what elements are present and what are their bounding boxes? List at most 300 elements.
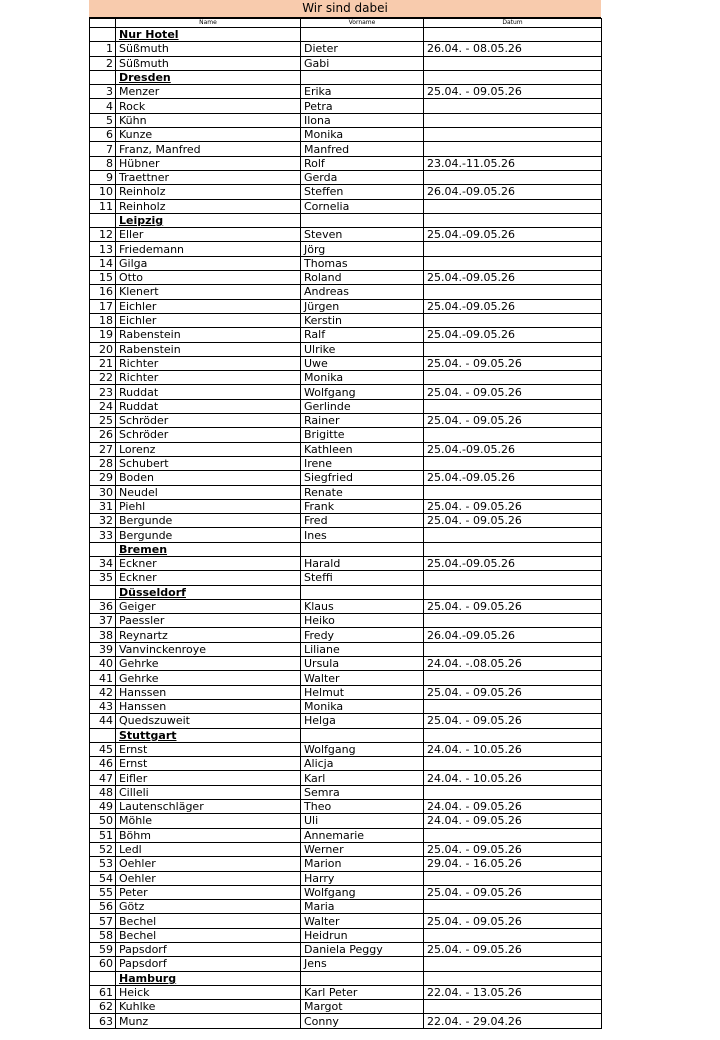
first-name: Renate [301, 485, 424, 499]
table-row [90, 485, 602, 499]
first-name: Ilona [301, 113, 424, 127]
vorname-cell [301, 728, 424, 742]
row-number: 57 [90, 914, 116, 928]
table-row [90, 814, 602, 828]
table-body [90, 28, 602, 1029]
last-name: Hanssen [116, 699, 301, 713]
last-name: Piehl [116, 499, 301, 513]
table-row [90, 185, 602, 199]
row-number: 27 [90, 442, 116, 456]
table-row [90, 285, 602, 299]
table-row [90, 1014, 602, 1028]
first-name: Karl Peter [301, 985, 424, 999]
row-number: 62 [90, 1000, 116, 1014]
date-range: 24.04. - 09.05.26 [424, 814, 602, 828]
row-number: 28 [90, 456, 116, 470]
row-number: 39 [90, 642, 116, 656]
first-name: Jens [301, 957, 424, 971]
table-row [90, 871, 602, 885]
row-number: 25 [90, 414, 116, 428]
last-name: Klenert [116, 285, 301, 299]
row-number: 11 [90, 199, 116, 213]
datum-cell [424, 585, 602, 599]
table-row [90, 514, 602, 528]
last-name: Bergunde [116, 514, 301, 528]
first-name: Kerstin [301, 313, 424, 327]
date-range [424, 614, 602, 628]
row-number: 35 [90, 571, 116, 585]
date-range [424, 571, 602, 585]
row-number-cell [90, 585, 116, 599]
last-name: Schubert [116, 456, 301, 470]
first-name: Brigitte [301, 428, 424, 442]
date-range [424, 142, 602, 156]
first-name: Alicja [301, 757, 424, 771]
last-name: Hübner [116, 156, 301, 170]
row-number: 14 [90, 256, 116, 270]
date-range [424, 928, 602, 942]
table-row [90, 957, 602, 971]
last-name: Oehler [116, 857, 301, 871]
table-row [90, 42, 602, 56]
first-name: Ines [301, 528, 424, 542]
date-range: 25.04. - 09.05.26 [424, 914, 602, 928]
last-name: Lorenz [116, 442, 301, 456]
table-row [90, 113, 602, 127]
date-range: 25.04. - 09.05.26 [424, 414, 602, 428]
date-range [424, 256, 602, 270]
datum-cell [424, 542, 602, 556]
last-name: Papsdorf [116, 957, 301, 971]
last-name: Böhm [116, 828, 301, 842]
date-range [424, 642, 602, 656]
first-name: Jürgen [301, 299, 424, 313]
last-name: Geiger [116, 599, 301, 613]
first-name: Werner [301, 842, 424, 856]
table-row [90, 657, 602, 671]
last-name: Traettner [116, 170, 301, 184]
first-name: Steffi [301, 571, 424, 585]
table-row [90, 599, 602, 613]
table-row [90, 928, 602, 942]
table-row [90, 242, 602, 256]
row-number: 47 [90, 771, 116, 785]
table-row [90, 628, 602, 642]
table-row [90, 328, 602, 342]
table-row [90, 342, 602, 356]
group-header-row [90, 70, 602, 84]
row-number: 63 [90, 1014, 116, 1028]
first-name: Uli [301, 814, 424, 828]
row-number: 6 [90, 128, 116, 142]
last-name: Menzer [116, 85, 301, 99]
date-range [424, 900, 602, 914]
last-name: Kühn [116, 113, 301, 127]
row-number: 46 [90, 757, 116, 771]
row-number: 48 [90, 785, 116, 799]
date-range: 25.04.-09.05.26 [424, 299, 602, 313]
last-name: Ernst [116, 742, 301, 756]
row-number-cell [90, 70, 116, 84]
last-name: Munz [116, 1014, 301, 1028]
row-number: 9 [90, 170, 116, 184]
last-name: Ledl [116, 842, 301, 856]
table-row [90, 828, 602, 842]
first-name: Semra [301, 785, 424, 799]
date-range: 25.04.-09.05.26 [424, 228, 602, 242]
last-name: Papsdorf [116, 943, 301, 957]
table-row [90, 800, 602, 814]
last-name: Kuhlke [116, 1000, 301, 1014]
table-row [90, 714, 602, 728]
first-name: Thomas [301, 256, 424, 270]
group-label: Dresden [116, 70, 301, 84]
row-number: 43 [90, 699, 116, 713]
date-range: 26.04.-09.05.26 [424, 628, 602, 642]
row-number: 49 [90, 800, 116, 814]
datum-cell [424, 213, 602, 227]
last-name: Möhle [116, 814, 301, 828]
row-number: 8 [90, 156, 116, 170]
table-row [90, 442, 602, 456]
date-range: 22.04. - 13.05.26 [424, 985, 602, 999]
row-number: 18 [90, 313, 116, 327]
row-number: 60 [90, 957, 116, 971]
first-name: Ralf [301, 328, 424, 342]
table-row [90, 156, 602, 170]
first-name: Frank [301, 499, 424, 513]
row-number: 56 [90, 900, 116, 914]
date-range: 25.04. - 09.05.26 [424, 599, 602, 613]
group-header-row [90, 585, 602, 599]
table-row [90, 614, 602, 628]
first-name: Wolfgang [301, 742, 424, 756]
last-name: Bechel [116, 928, 301, 942]
table-row [90, 371, 602, 385]
table-row [90, 757, 602, 771]
date-range: 25.04.-09.05.26 [424, 471, 602, 485]
datum-cell [424, 70, 602, 84]
table-row [90, 399, 602, 413]
date-range: 25.04.-09.05.26 [424, 271, 602, 285]
row-number: 41 [90, 671, 116, 685]
row-number: 55 [90, 885, 116, 899]
table-row [90, 642, 602, 656]
last-name: Schröder [116, 428, 301, 442]
row-number: 7 [90, 142, 116, 156]
row-number: 10 [90, 185, 116, 199]
last-name: Vanvinckenroye [116, 642, 301, 656]
first-name: Steffen [301, 185, 424, 199]
date-range: 26.04. - 08.05.26 [424, 42, 602, 56]
last-name: Heick [116, 985, 301, 999]
date-range: 26.04.-09.05.26 [424, 185, 602, 199]
row-number: 19 [90, 328, 116, 342]
last-name: Gilga [116, 256, 301, 270]
first-name: Uwe [301, 356, 424, 370]
row-number: 42 [90, 685, 116, 699]
row-number-cell [90, 728, 116, 742]
date-range: 25.04.-09.05.26 [424, 442, 602, 456]
participant-table [89, 18, 602, 1029]
date-range [424, 456, 602, 470]
last-name: Eckner [116, 571, 301, 585]
table-row [90, 471, 602, 485]
last-name: Reynartz [116, 628, 301, 642]
table-row [90, 428, 602, 442]
date-range: 25.04. - 09.05.26 [424, 356, 602, 370]
first-name: Kathleen [301, 442, 424, 456]
first-name: Rainer [301, 414, 424, 428]
last-name: Kunze [116, 128, 301, 142]
date-range [424, 785, 602, 799]
group-label: Nur Hotel [116, 28, 301, 42]
row-number: 30 [90, 485, 116, 499]
table-row [90, 900, 602, 914]
table-row [90, 56, 602, 70]
last-name: Richter [116, 356, 301, 370]
last-name: Peter [116, 885, 301, 899]
table-row [90, 685, 602, 699]
first-name: Marion [301, 857, 424, 871]
first-name: Petra [301, 99, 424, 113]
date-range: 25.04. - 09.05.26 [424, 885, 602, 899]
header-name: Name [116, 19, 301, 28]
row-number: 31 [90, 499, 116, 513]
last-name: Rabenstein [116, 342, 301, 356]
first-name: Siegfried [301, 471, 424, 485]
table-row [90, 571, 602, 585]
last-name: Paessler [116, 614, 301, 628]
date-range [424, 399, 602, 413]
group-label: Hamburg [116, 971, 301, 985]
row-number: 23 [90, 385, 116, 399]
last-name: Eichler [116, 299, 301, 313]
first-name: Helga [301, 714, 424, 728]
last-name: Eller [116, 228, 301, 242]
date-range [424, 56, 602, 70]
header-vorname: Vorname [301, 19, 424, 28]
date-range [424, 828, 602, 842]
last-name: Reinholz [116, 185, 301, 199]
table-row [90, 85, 602, 99]
date-range: 29.04. - 16.05.26 [424, 857, 602, 871]
date-range [424, 128, 602, 142]
participant-sheet [89, 0, 601, 1029]
first-name: Fredy [301, 628, 424, 642]
row-number: 61 [90, 985, 116, 999]
date-range: 24.04. - 10.05.26 [424, 742, 602, 756]
row-number: 34 [90, 556, 116, 570]
group-label: Düsseldorf [116, 585, 301, 599]
first-name: Conny [301, 1014, 424, 1028]
row-number: 12 [90, 228, 116, 242]
row-number: 17 [90, 299, 116, 313]
date-range [424, 699, 602, 713]
date-range [424, 757, 602, 771]
row-number: 20 [90, 342, 116, 356]
first-name: Ulrike [301, 342, 424, 356]
table-row [90, 414, 602, 428]
first-name: Monika [301, 128, 424, 142]
first-name: Irene [301, 456, 424, 470]
first-name: Margot [301, 1000, 424, 1014]
first-name: Steven [301, 228, 424, 242]
table-row [90, 385, 602, 399]
first-name: Harald [301, 556, 424, 570]
table-row [90, 228, 602, 242]
row-number-cell [90, 971, 116, 985]
group-label: Leipzig [116, 213, 301, 227]
vorname-cell [301, 213, 424, 227]
last-name: Süßmuth [116, 42, 301, 56]
table-row [90, 271, 602, 285]
date-range: 25.04. - 09.05.26 [424, 85, 602, 99]
date-range: 23.04.-11.05.26 [424, 156, 602, 170]
table-row [90, 456, 602, 470]
vorname-cell [301, 28, 424, 42]
table-row [90, 785, 602, 799]
header-nr [90, 19, 116, 28]
date-range [424, 342, 602, 356]
date-range [424, 313, 602, 327]
last-name: Eifler [116, 771, 301, 785]
row-number: 36 [90, 599, 116, 613]
row-number: 13 [90, 242, 116, 256]
row-number: 15 [90, 271, 116, 285]
group-label: Bremen [116, 542, 301, 556]
last-name: Hanssen [116, 685, 301, 699]
row-number-cell [90, 213, 116, 227]
row-number: 59 [90, 943, 116, 957]
row-number: 16 [90, 285, 116, 299]
table-row [90, 299, 602, 313]
table-row [90, 499, 602, 513]
last-name: Lautenschläger [116, 800, 301, 814]
last-name: Ruddat [116, 399, 301, 413]
last-name: Ruddat [116, 385, 301, 399]
date-range [424, 957, 602, 971]
date-range [424, 871, 602, 885]
last-name: Otto [116, 271, 301, 285]
last-name: Süßmuth [116, 56, 301, 70]
date-range: 25.04. - 09.05.26 [424, 514, 602, 528]
first-name: Gabi [301, 56, 424, 70]
table-row [90, 128, 602, 142]
first-name: Annemarie [301, 828, 424, 842]
last-name: Cilleli [116, 785, 301, 799]
first-name: Gerlinde [301, 399, 424, 413]
table-row [90, 356, 602, 370]
row-number: 24 [90, 399, 116, 413]
datum-cell [424, 28, 602, 42]
first-name: Helmut [301, 685, 424, 699]
table-row [90, 99, 602, 113]
last-name: Ernst [116, 757, 301, 771]
first-name: Manfred [301, 142, 424, 156]
first-name: Maria [301, 900, 424, 914]
first-name: Erika [301, 85, 424, 99]
row-number: 33 [90, 528, 116, 542]
date-range [424, 671, 602, 685]
vorname-cell [301, 971, 424, 985]
first-name: Wolfgang [301, 885, 424, 899]
last-name: Friedemann [116, 242, 301, 256]
row-number: 50 [90, 814, 116, 828]
last-name: Gehrke [116, 671, 301, 685]
table-row [90, 199, 602, 213]
group-header-row [90, 971, 602, 985]
date-range: 22.04. - 29.04.26 [424, 1014, 602, 1028]
header-row [90, 19, 602, 28]
row-number: 37 [90, 614, 116, 628]
row-number: 52 [90, 842, 116, 856]
date-range [424, 170, 602, 184]
last-name: Eichler [116, 313, 301, 327]
first-name: Wolfgang [301, 385, 424, 399]
first-name: Monika [301, 371, 424, 385]
date-range: 25.04.-09.05.26 [424, 328, 602, 342]
date-range [424, 371, 602, 385]
table-row [90, 857, 602, 871]
datum-cell [424, 971, 602, 985]
first-name: Fred [301, 514, 424, 528]
first-name: Jörg [301, 242, 424, 256]
first-name: Gerda [301, 170, 424, 184]
row-number: 32 [90, 514, 116, 528]
date-range [424, 428, 602, 442]
first-name: Liliane [301, 642, 424, 656]
row-number: 53 [90, 857, 116, 871]
date-range [424, 485, 602, 499]
last-name: Rock [116, 99, 301, 113]
date-range: 25.04. - 09.05.26 [424, 685, 602, 699]
row-number: 29 [90, 471, 116, 485]
group-label: Stuttgart [116, 728, 301, 742]
last-name: Bechel [116, 914, 301, 928]
table-row [90, 914, 602, 928]
last-name: Quedszuweit [116, 714, 301, 728]
group-header-row [90, 28, 602, 42]
last-name: Oehler [116, 871, 301, 885]
row-number: 26 [90, 428, 116, 442]
row-number: 38 [90, 628, 116, 642]
date-range: 25.04. - 09.05.26 [424, 842, 602, 856]
date-range [424, 528, 602, 542]
first-name: Heidrun [301, 928, 424, 942]
first-name: Cornelia [301, 199, 424, 213]
row-number: 44 [90, 714, 116, 728]
first-name: Harry [301, 871, 424, 885]
row-number: 40 [90, 657, 116, 671]
vorname-cell [301, 585, 424, 599]
date-range [424, 1000, 602, 1014]
last-name: Götz [116, 900, 301, 914]
row-number: 22 [90, 371, 116, 385]
first-name: Rolf [301, 156, 424, 170]
table-row [90, 943, 602, 957]
last-name: Franz, Manfred [116, 142, 301, 156]
first-name: Heiko [301, 614, 424, 628]
header-datum: Datum [424, 19, 602, 28]
first-name: Daniela Peggy [301, 943, 424, 957]
first-name: Dieter [301, 42, 424, 56]
row-number: 4 [90, 99, 116, 113]
first-name: Walter [301, 914, 424, 928]
first-name: Klaus [301, 599, 424, 613]
table-row [90, 528, 602, 542]
date-range: 24.04. -.08.05.26 [424, 657, 602, 671]
